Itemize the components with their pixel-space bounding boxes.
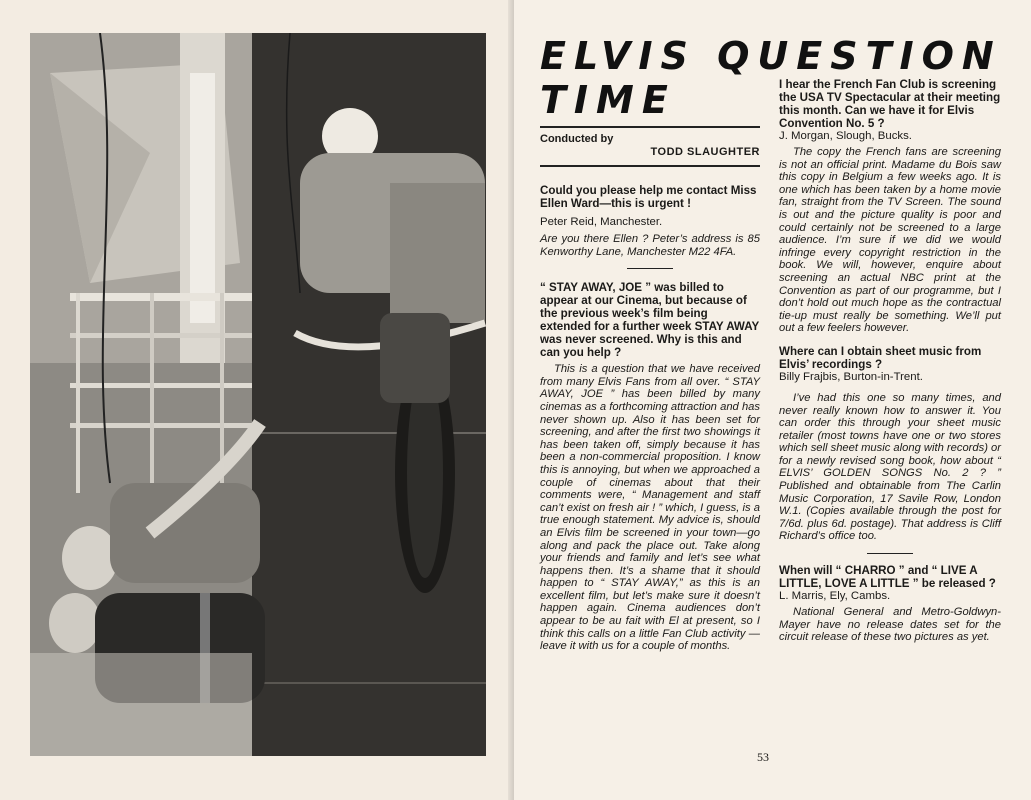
photo-motorcycle-scene (30, 33, 486, 756)
article-title-line1: ELVIS QUESTION (540, 34, 1002, 78)
text-column-right (779, 78, 1001, 644)
photo-illustration (30, 33, 486, 756)
asker-1: Peter Reid, Manchester. (540, 216, 663, 228)
text-column-left (540, 126, 760, 653)
answer-4: I’ve had this one so many times, and never really known how to answer it. You can order this through your sheet music retailer (most towns have one or two stores which sell sheet music along with records) or for a newly revised song book, how about “ ELVIS’ GOLDEN SONGS No. 2 ? ” Published and obtainable from The Carlin Music Corporation, 17 Savile Row, London W.1. (Copies available through the post for 7/6d. plus 6d. postage). That address is Cliff Richard’s office too. (779, 391, 1001, 543)
question-5: When will “ CHARRO ” and “ LIVE A LITTLE, LOVE A LITTLE ” be released ? (779, 564, 996, 591)
answer-2: This is a question that we have received from many Elvis Fans from all over. “ STAY AWAY, JOE ” has been billed by many cinemas as a forthcoming attraction and has never shown up. Also it has been set for screening, and after the first two showings it has been taken off, simply because it has been a non-commercial proposition. I know this is annoying, but when we approached a couple of cinemas about that their comments were, “ Management and staff can’t exist on fresh air ! ” which, I guess, is a true enough statement. My advice is, should an Elvis film be screened in your town—go along and pack the place out. Take along your friends and family and let’s see what happens then. It’s a shame that it should happen to “ STAY AWAY,” as this is an excellent film, but let’s make sure it doesn’t happen again. Cinema audiences don’t appear to be au fait with El at present, so I think this calls on a little Fan Club activity —leave it with us for a couple of months. (540, 363, 760, 653)
answer-3: The copy the French fans are screening is not an official print. Madame du Bois saw this copy in Belgium a few weeks ago. It is one which has been taken by a home movie fan, straight from the TV Screen. The sound is out and the picture quality is poor and could certainly not be screened to a large audience. I’m sure if we did we would infringe every copyright restriction in the book. We will, however, enquire about screening an actual NBC print at the Convention as part of our programme, but I don’t hold out much hope as the contractual tie-up must really be something. We’ll put out a few feelers however. (779, 146, 1001, 335)
asker-3: J. Morgan, Slough, Bucks. (779, 130, 912, 142)
article-title-line2: TIME (540, 78, 676, 122)
divider-1 (627, 268, 673, 269)
answer-5: National General and Metro-Goldwyn-Mayer have no release dates set for the circuit release of these two pictures as yet. (779, 606, 1001, 644)
question-3: I hear the French Fan Club is screening the USA TV Spectacular at their meeting this month. Can we have it for Elvis Convention No. 5 ? (779, 78, 1001, 130)
left-page (0, 0, 514, 800)
question-2: “ STAY AWAY, JOE ” was billed to appear at our Cinema, but because of the previous week’s film being extended for a further week STAY AWAY was never screened. Why is this and can you help ? (540, 281, 760, 360)
question-1: Could you please help me contact Miss Ellen Ward—this is urgent ! (540, 184, 757, 210)
divider-2 (867, 553, 913, 554)
conducted-by-name: TODD SLAUGHTER (650, 146, 760, 158)
asker-5: L. Marris, Ely, Cambs. (779, 590, 891, 603)
page-number: 53 (757, 750, 769, 764)
conducted-by-label: Conducted by (540, 133, 614, 145)
asker-4: Billy Frajbis, Burton-in-Trent. (779, 370, 923, 383)
title-rule-top (540, 126, 760, 128)
question-4: Where can I obtain sheet music from Elvis’ recordings ? (779, 344, 982, 371)
answer-1: Are you there Ellen ? Peter’s address is 85 Kenworthy Lane, Manchester M22 4FA. (540, 233, 760, 258)
